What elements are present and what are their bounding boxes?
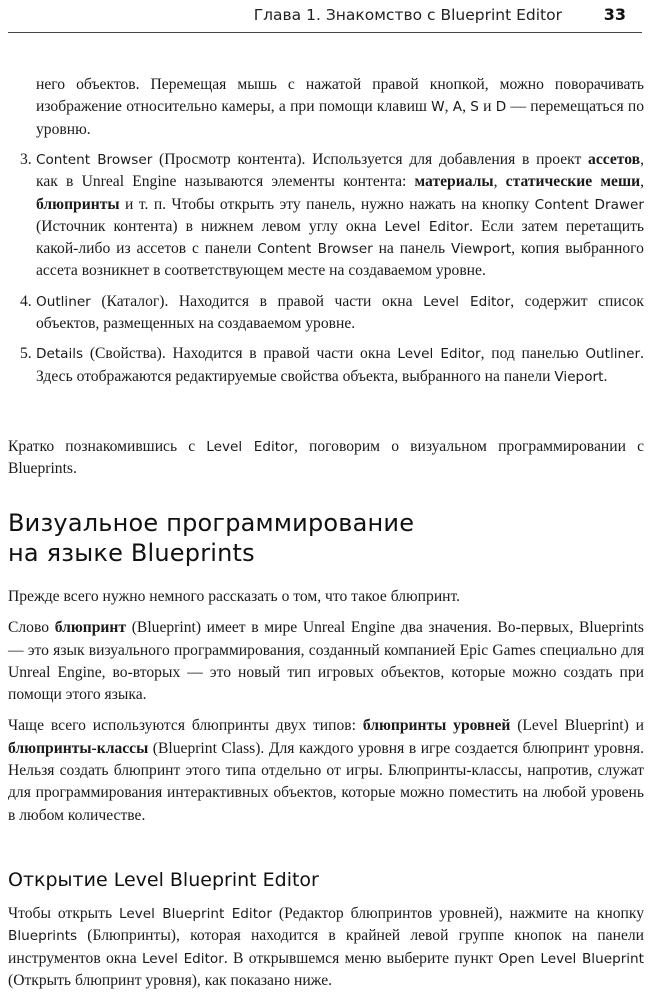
page-number: 33 [603, 5, 626, 24]
continuation-paragraph: него объектов. Перемещая мышь с нажатой правой кнопкой, можно поворачивать изображение относительно камеры, а при помощи клавиш W, A, S и D — перемещаться по уровню. [36, 76, 645, 138]
list-item-content-browser: 3. Content Browser (Просмотр контента). Используется для добавления в проект ассетов, как в Unreal Engine называются элементы контента: материалы, статические меши, блюпринты и т. п. Чтобы открыть эту панель, нужно нажать на кнопку Content Drawer (Источник контента) в нижнем левом углу окна Level Editor. Если затем перетащить какой-либо из ассетов с панели Content Browser на панель Viewport, копия выбранного ассета возникнет в соответствующем месте на создаваемом уровне. [20, 151, 645, 280]
key-d: D [495, 99, 507, 116]
key-a: A [452, 99, 463, 116]
list-number: 4. [20, 292, 32, 310]
paragraph: Чаще всего используются блюпринты двух типов: блюпринты уровней (Level Blueprint) и блюпринты-классы (Blueprint Class). Для каждого уровня в игре создается блюпринт уровня. Нельзя создать блюпринт этого типа отдельно от игры. Блюпринты-классы, напротив, служат для программирования интерактивных объектов, которые можно поместить на любой уровень в любом количестве. [8, 717, 644, 824]
subsection-heading: Открытие Level Blueprint Editor [8, 869, 319, 891]
term-outliner: Outliner [36, 293, 91, 310]
subsection-body: Чтобы открыть Level Blueprint Editor (Редактор блюпринтов уровней), нажмите на кнопку Blueprints (Блюпринты), которая находится в крайней левой группе кнопок на панели инструментов окна Level Editor. В открывшемся меню выберите пункт Open Level Blueprint (Открыть блюпринт уровня), как показано ниже. [8, 905, 645, 989]
section-heading: Визуальное программирование на языке Blueprints [8, 509, 415, 567]
running-header [0, 0, 650, 34]
paragraph: Прежде всего нужно немного рассказать о том, что такое блюпринт. [8, 588, 461, 605]
numbered-list [8, 149, 644, 388]
term-content-browser: Content Browser [36, 152, 153, 168]
key-w: W [431, 99, 445, 116]
list-number: 5. [20, 345, 32, 363]
paragraph: Слово блюпринт (Blueprint) имеет в мире Unreal Engine два значения. Во-первых, Blueprints — это язык визуального программирования, созданный компанией Epic Games специально для Unreal Engine, во-вторых — это новый тип игровых объектов, которые можно создать при помощи этого языка. [8, 619, 644, 704]
header-divider [8, 32, 642, 33]
list-item-outliner: 4. Outliner (Каталог). Находится в правой части окна Level Editor, содержит список объектов, размещенных на создаваемом уровне. [20, 292, 644, 333]
chapter-title: Глава 1. Знакомство с Blueprint Editor [253, 6, 562, 24]
section-body [8, 586, 644, 827]
list-number: 3. [20, 151, 32, 168]
list-item-details: 5. Details (Свойства). Находится в правой части окна Level Editor, под панелью Outliner. Здесь отображаются редактируемые свойства объекта, выбранного на панели Vieport. [20, 345, 645, 385]
summary-paragraph: Кратко познакомившись с Level Editor, поговорим о визуальном программировании с Blueprints. [8, 438, 644, 478]
key-s: S [470, 99, 479, 116]
term-details: Details [36, 346, 84, 363]
